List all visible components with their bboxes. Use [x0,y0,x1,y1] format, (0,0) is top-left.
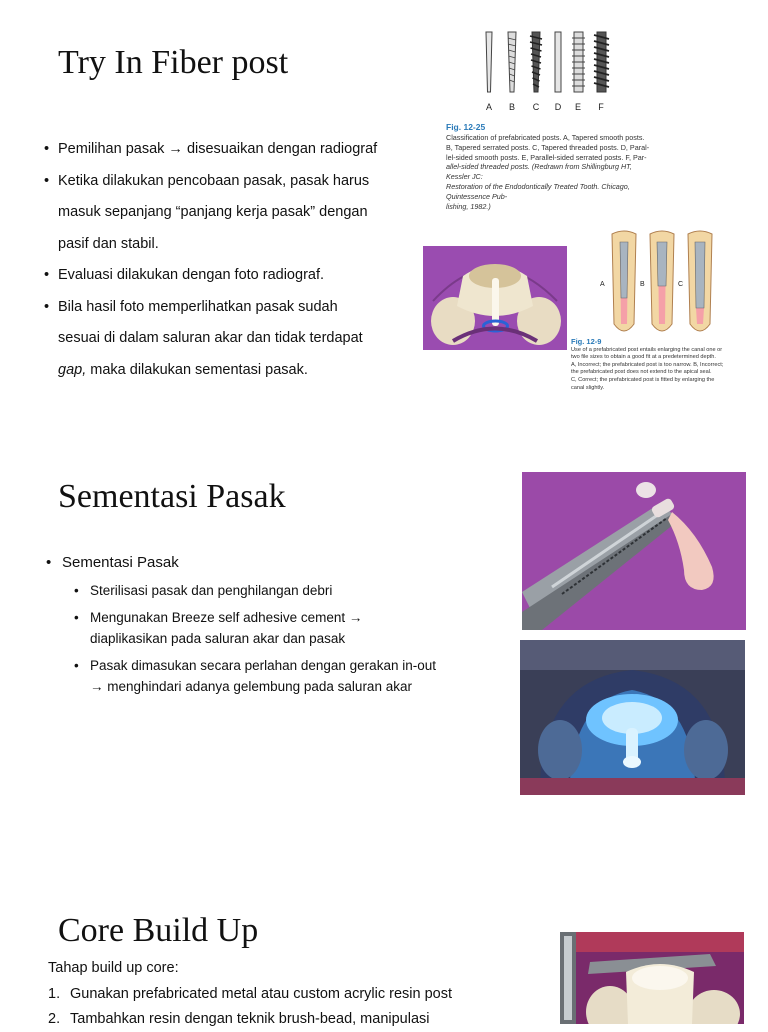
sementasi-bullets [46,553,486,573]
try-in-photo [423,246,567,350]
bullet-ketika-line2: masuk sepanjang “panjang kerja pasak” dengan [58,204,368,220]
subbullet-pasak-line2: → menghindari adanya gelembung pada saluran akar [90,679,412,694]
subbullet-sterilisasi-text: • Sterilisasi pasak dan penghilangan debri [90,583,333,598]
list-item [48,982,568,1007]
bullet-pemilihan: • Pemilihan pasak → disesuaikan dengan radiograf [44,134,424,166]
subbullet-pasak [74,655,484,697]
subbullet-breeze-line2: diaplikasikan pada saluran akar dan pasak [90,631,346,646]
list-item-text: Gunakan prefabricated metal atau custom acrylic resin post [70,986,453,1002]
post-letter-b: B [508,102,516,112]
tooth-letter-b: B [640,281,645,288]
post-types-illustration [476,30,616,116]
try-in-bullets [44,134,424,386]
fig-12-25-caption-line: B, Tapered serrated posts. C, Tapered threaded posts. D, Paral- [446,142,650,152]
fig-12-9-caption-line: Use of a prefabricated post entails enlarging the canal one or [571,346,723,353]
post-d-drawing [555,32,561,92]
fig-12-9-caption-line: C, Correct; the prefabricated post is fitted by enlarging the [571,376,715,383]
gap-rest: maka dilakukan sementasi pasak. [86,361,308,378]
fig-12-25-caption-line: Restoration of the Endodontically Treated Tooth. Chicago, Quintessence Pub- [446,181,630,201]
tooth-letter-a: A [600,281,605,288]
bullet-ketika: • Ketika dilakukan pencobaan pasak, pasak harus [44,166,424,198]
subbullet-breeze [74,607,484,649]
bullet-evaluasi: • Evaluasi dilakukan dengan foto radiograf. [44,260,424,292]
post-fit-diagram [570,228,748,340]
fig-12-9-caption [571,338,743,392]
post-a-drawing [486,32,492,92]
section-title-try-in: Try In Fiber post [58,44,289,81]
tooth-a-diagram [612,231,636,331]
cement-application-photo [522,472,746,630]
fig-12-25-caption-line: lel-sided smooth posts. E, Parallel-sided serrated posts. F, Par- [446,152,647,162]
bullet-sementasi: • Sementasi Pasak [46,553,486,573]
subbullet-breeze-line1: • Mengunakan Breeze self adhesive cement → [90,610,363,625]
post-letter-a: A [485,102,493,112]
fig-12-9-caption-line: the prefabricated post does not extend to the apical seal. [571,369,712,376]
fig-12-9-label: Fig. 12-9 [571,337,602,346]
post-letter-c: C [532,102,540,112]
post-c-drawing [530,32,542,92]
bullet-bila: • Bila hasil foto memperlihatkan pasak sudah [44,292,424,324]
list-item-text: Tambahkan resin dengan teknik brush-bead, manipulasi [70,1011,430,1027]
fig-12-25-caption-line: Classification of prefabricated posts. A, Tapered smooth posts. [446,133,645,142]
tooth-c-diagram [688,231,712,331]
sementasi-subbullets [74,580,484,703]
section-title-core: Core Build Up [58,912,259,949]
light-curing-photo [520,640,745,795]
fig-12-9-caption-line: A, Incorrect; the prefabricated post is too narrow. B, Incorrect; [571,361,724,368]
list-item-number: 2. [48,1011,61,1027]
subbullet-pasak-line1: • Pasak dimasukan secara perlahan dengan gerakan in-out [90,658,436,673]
post-letter-d: D [554,102,562,112]
section-title-sementasi: Sementasi Pasak [58,478,286,515]
list-item [48,1007,568,1032]
core-build-up-photo [560,932,744,1024]
tooth-letter-c: C [678,281,684,288]
fig-12-25-caption [446,122,656,211]
fig-12-25-label: Fig. 12-25 [446,122,486,132]
bullet-bila-line2: sesuai di dalam saluran akar dan tidak terdapat [58,330,363,346]
post-letter-e: E [574,102,582,112]
core-steps-list [48,982,568,1032]
tooth-b-diagram [650,231,674,331]
fig-12-25-caption-line: lishing, 1982.) [446,201,491,211]
post-b-drawing [508,32,516,92]
fig-12-9-caption-line: two file sizes to obtain a good fit at a predetermined depth. [571,354,716,361]
core-intro: Tahap build up core: [48,960,179,976]
post-e-drawing [572,32,585,92]
bullet-bila-line3 [44,355,424,387]
list-item-number: 1. [48,986,61,1002]
fig-12-9-caption-line: canal slightly. [571,384,605,391]
gap-italic: gap, [58,361,87,378]
bullet-ketika-line3: pasif dan stabil. [58,235,159,252]
subbullet-sterilisasi [74,580,484,601]
post-f-drawing [594,32,609,92]
fig-12-25-caption-line: allel-sided threaded posts. (Redrawn from Shillingburg HT, Kessler JC: [446,162,632,182]
post-letter-f: F [598,102,604,112]
